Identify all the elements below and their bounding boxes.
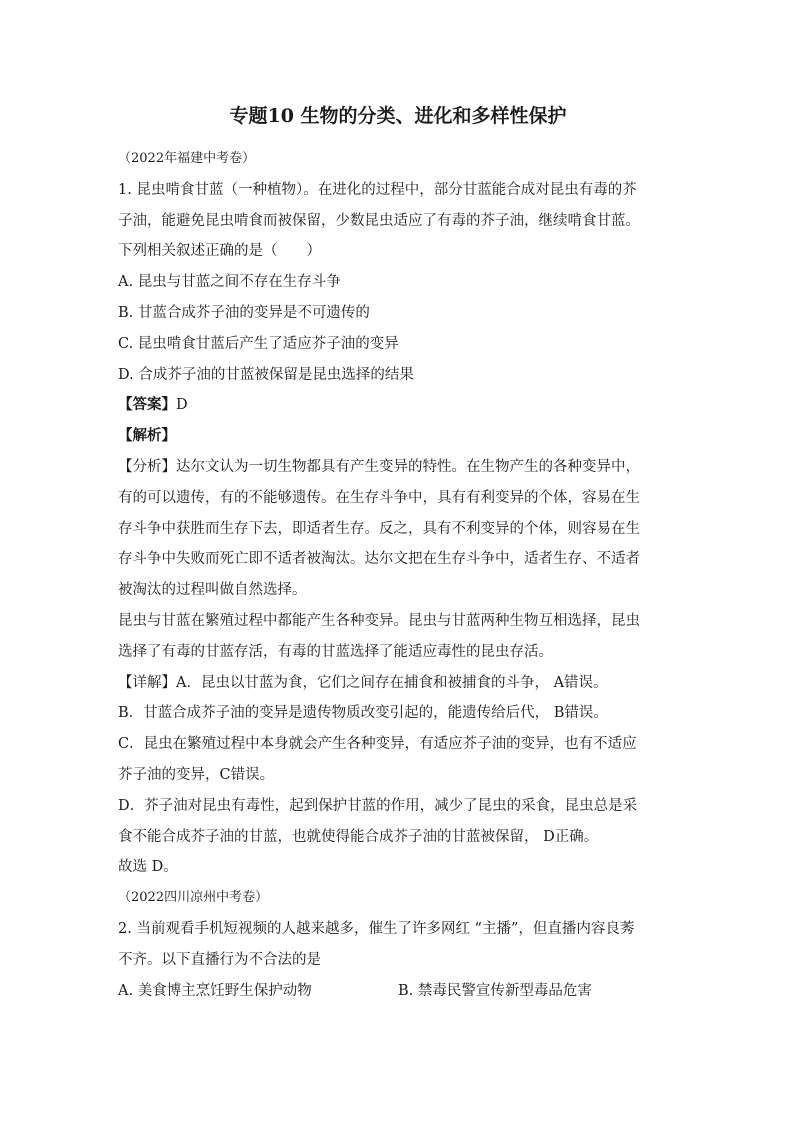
analysis-line: 【详解】A．昆虫以甘蓝为食，它们之间存在捕食和被捕食的斗争， A错误。 xyxy=(118,674,608,691)
analysis-line: 存斗争中获胜而生存下去，即适者生存。反之，具有不利变异的个体，则容易在生 xyxy=(118,520,640,537)
analysis-line: D．芥子油对昆虫有毒性，起到保护甘蓝的作用，减少了昆虫的采食，昆虫总是采 xyxy=(118,797,638,814)
analysis-line: 有的可以遗传，有的不能够遗传。在生存斗争中，具有有利变异的个体，容易在生 xyxy=(118,489,640,506)
question-source: （2022年福建中考卷） xyxy=(118,151,256,166)
answer-line xyxy=(118,390,678,421)
question-stem-line: 不齐。以下直播行为不合法的是 xyxy=(118,951,321,968)
option-a: A. 昆虫与甘蓝之间不存在生存斗争 xyxy=(118,274,341,291)
analysis-line: C．昆虫在繁殖过程中本身就会产生各种变异，有适应芥子油的变异，也有不适应 xyxy=(118,736,637,753)
option-d: D. 合成芥子油的甘蓝被保留是昆虫选择的结果 xyxy=(118,366,414,383)
option-c: C. 昆虫啃食甘蓝后产生了适应芥子油的变异 xyxy=(118,335,399,352)
analysis-line: 芥子油的变异，C错误。 xyxy=(118,766,275,783)
analysis-line: 【分析】达尔文认为一切生物都具有产生变异的特性。在生物产生的各种变异中， xyxy=(118,458,640,475)
analysis-line: 存斗争中失败而死亡即不适者被淘汰。达尔文把在生存斗争中，适者生存、不适者 xyxy=(118,551,640,568)
analysis-line: B．甘蓝合成芥子油的变异是遗传物质改变引起的，能遗传给后代， B错误。 xyxy=(118,705,608,722)
option-b: B. 禁毒民警宣传新型毒品危害 xyxy=(398,982,592,999)
analysis-line: 选择了有毒的甘蓝存活，有毒的甘蓝选择了能适应毒性的昆虫存活。 xyxy=(118,643,553,660)
answer-label: 【答案】 xyxy=(118,396,176,414)
analysis-line: 昆虫与甘蓝在繁殖过程中都能产生各种变异。昆虫与甘蓝两种生物互相选择，昆虫 xyxy=(118,612,640,629)
options-row xyxy=(118,976,678,1007)
question-2 xyxy=(118,883,678,1006)
answer-value: D xyxy=(176,397,188,414)
question-stem-line: 2. 当前观看手机短视频的人越来越多，催生了许多网红 “主播”，但直播内容良莠 xyxy=(118,920,635,937)
analysis-label: 【解析】 xyxy=(118,427,176,445)
question-1 xyxy=(118,144,678,883)
option-a: A. 美食博主烹饪野生保护动物 xyxy=(118,982,312,999)
question-stem-line: 下列相关叙述正确的是（ ） xyxy=(118,243,321,260)
analysis-line: 故选 D。 xyxy=(118,859,178,876)
question-source: （2022四川凉州中考卷） xyxy=(118,890,269,906)
question-stem-line: 子油，能避免昆虫啃食而被保留，少数昆虫适应了有毒的芥子油，继续啃食甘蓝。 xyxy=(118,212,640,229)
page-title: 专题10 生物的分类、进化和多样性保护 xyxy=(229,105,567,127)
option-b: B. 甘蓝合成芥子油的变异是不可遗传的 xyxy=(118,304,370,321)
analysis-line: 食不能合成芥子油的甘蓝，也就使得能合成芥子油的甘蓝被保留， D正确。 xyxy=(118,828,599,845)
analysis-line: 被淘汰的过程叫做自然选择。 xyxy=(118,582,307,599)
question-stem-line: 1. 昆虫啃食甘蓝（一种植物）。在进化的过程中，部分甘蓝能合成对昆虫有毒的芥 xyxy=(118,181,637,198)
document-page xyxy=(118,100,678,1006)
